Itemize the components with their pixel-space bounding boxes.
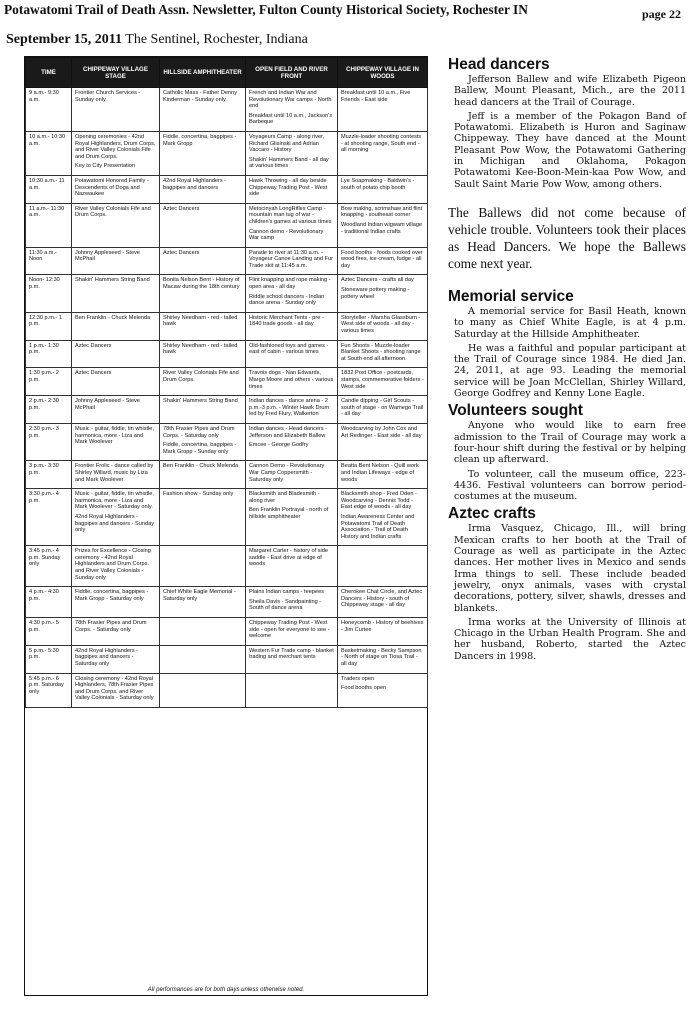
time-cell: 10 a.m.- 10:30 a.m. [26,131,72,175]
time-cell: 11:30 a.m.- Noon [26,247,72,275]
event-entry: Woodland Indian wigwam village - traditional Indian crafts [341,221,423,235]
table-row [26,275,428,312]
event-entry: River Valley Colonials Fife and Drum Corps. [163,370,239,383]
event-entry: Food booths open [341,685,387,692]
amph-cell [160,587,246,618]
volunteers-title: Volunteers sought [448,402,583,420]
event-entry: Ben Franklin - Chuck Melenda [75,314,151,321]
amph-cell [160,131,246,175]
woods-cell [338,587,428,618]
event-entry: Hawk Throwing - all day beside Chippeway Trading Post - West side [249,177,328,198]
table-row [26,587,428,618]
stage-cell [72,340,160,368]
event-entry: Parade to river at 11:30 a.m. - Voyageur Canoe Landing and Fur Trade skit at 11:45 a.m. [249,249,333,269]
field-cell [246,673,338,707]
stage-cell [72,645,160,673]
table-row [26,645,428,673]
woods-cell [338,275,428,312]
event-entry: Beatta Bent Nelson - Quill work and Indian Lifeways - edge of woods [341,463,419,483]
date: September 15, 2011 [6,32,123,47]
event-entry: Aztec Dancers [75,370,112,377]
event-entry: Cannon demo - Revolutionary War camp [249,228,324,242]
event-entry: Fun Shoots - Muzzle-loader Blanket Shoots - shooting range at South end all afternoon [341,342,421,362]
woods-cell [338,645,428,673]
table-header-row [26,58,428,88]
event-entry: 42nd Royal Highlanders - bagpipes and dancers [163,177,227,191]
woods-cell [338,673,428,707]
field-cell [246,88,338,132]
woods-cell [338,546,428,587]
event-entry: Aztec Dancers [75,342,112,349]
event-entry: Cherokee Chat Circle, and Aztec Dancers - History - south of Chippeway stage - all day [341,589,423,609]
event-entry: Ben Franklin Portrayal - north of hillside amphitheater [249,507,329,520]
event-entry: Stoneware pottery making - pottery wheel [341,287,410,300]
event-entry: Johnny Appleseed - Steve McPhail [75,398,140,411]
field-cell [246,175,338,203]
stage-cell [72,396,160,424]
stage-cell [72,587,160,618]
time-cell: 3 p.m.- 3:30 p.m. [26,461,72,489]
head-dancers-title: Head dancers [448,56,550,73]
amph-cell [160,368,246,396]
header-woods: CHIPPEWAY VILLAGE IN WOODS [338,58,428,88]
stage-cell [72,131,160,175]
field-cell [246,587,338,618]
event-entry: Shakin' Hammers String Band [75,277,150,284]
event-entry: Candle dipping - Girl Scouts - south of stage - on Wamego Trail - all day [341,398,424,418]
event-entry: Aztec Dancers [163,249,200,256]
woods-cell [338,312,428,340]
woods-cell [338,131,428,175]
event-entry: Catholic Mass - Father Denny Kinderman - Sunday only [163,90,237,103]
amph-cell [160,673,246,707]
woods-cell [338,396,428,424]
aztec-crafts-body [448,523,686,662]
field-cell [246,423,338,460]
event-entry: Opening ceremonies - 42nd Royal Highlanders, Drum Corps, and River Valley Colonials Fife and Drum Corps. [75,133,156,160]
event-entry: 78th Frasier Pipes and Drum Corps. - Saturday only [163,425,235,439]
event-entry: Storyteller - Marsha Glassburn - West side of woods - all day - various times [341,314,421,335]
field-cell [246,546,338,587]
event-entry: Traders open [341,675,375,682]
event-entry: Fashion show - Sunday only [163,491,234,498]
article-column [448,56,686,665]
page-number: page 22 [642,7,681,21]
event-entry: Fiddle, concertina, bagpipes - Mark Gropp - Sunday only [163,442,237,455]
time-cell: 11 a.m.- 11:30 a.m. [26,203,72,247]
field-cell [246,489,338,546]
field-cell [246,131,338,175]
event-entry: Fiddle, concertina, bagpipes - Mark Gropp - Saturday only [75,589,149,602]
head-dancers-body [448,74,686,190]
amph-cell [160,396,246,424]
field-cell [246,275,338,312]
amph-cell [160,203,246,247]
event-entry: Metocinyah LongRifles Camp - mountain man tug of war - children's games at various times [249,205,332,225]
amph-cell [160,312,246,340]
field-cell [246,461,338,489]
time-cell: 3:30 p.m.- 4 p.m. [26,489,72,546]
event-entry: Shakin' Hammers String Band [163,398,238,405]
ballews-note: The Ballews did not come because of vehicle trouble. Volunteers took their places as Head Dancers. We hope the Ballews come next year. [448,204,686,271]
event-entry: 42nd Royal Highlanders - bagpipes and dancers - Sunday only [75,513,154,534]
stage-cell [72,175,160,203]
time-cell: 4 p.m.- 4:30 p.m. [26,587,72,618]
table-row [26,546,428,587]
memorial-body [448,306,686,399]
time-cell: 5:45 p.m.- 6 p.m. Saturday only [26,673,72,707]
event-entry: Food booths - foods cooked over wood fires, ice cream, fudge - all day [341,249,423,269]
paragraph: To volunteer, call the museum office, 223-4436. Festival volunteers can borrow period-costumes at the museum. [454,468,686,503]
event-entry: Chief White Eagle Memorial - Saturday only [163,589,236,602]
field-cell [246,312,338,340]
stage-cell [72,673,160,707]
event-entry: Music - guitar, fiddle, tin whistle, harmonica, more - Liza and Mark Woolever [75,425,154,446]
event-entry: Historic Merchant Tents - pre - 1840 trade goods - all day [249,314,324,328]
event-entry: Breakfast until 10 a.m., Five Friends - East side [341,90,411,103]
event-entry: Woodcarving by John Cox and Art Redinger - East side - all day [341,425,422,439]
schedule-footnote: All performances are for both days unless otherwise noted. [147,987,305,993]
field-cell [246,645,338,673]
woods-cell [338,247,428,275]
paragraph: Jeff is a member of the Pokagon Band of Potawatomi. Elizabeth is Huron and Saginaw Chippeway. They have danced at the Mount Pleasant Pow Wow, the Potawatomi Gathering in Michigan and Oklahoma, Pokagon Potawatomi Kee-Boon-Mein-kaa Pow Wow, and Sault Saint Marie Pow Wow, among others. [454,110,686,190]
aztec-crafts-title: Aztec crafts [448,505,536,523]
event-entry: Music - guitar, fiddle, tin whistle, harmonica, more - Liza and Mark Woolever - Saturday only. [75,491,154,511]
table-row [26,396,428,424]
amph-cell [160,88,246,132]
table-row [26,368,428,396]
woods-cell [338,203,428,247]
table-row [26,461,428,489]
table-row [26,247,428,275]
stage-cell [72,203,160,247]
stage-cell [72,618,160,646]
stage-cell [72,423,160,460]
table-row [26,673,428,707]
event-entry: Johnny Appleseed - Steve McPhail [75,249,140,263]
field-cell [246,247,338,275]
event-entry: Riddle school dancers - Indian dance arena - Sunday only [249,293,325,307]
woods-cell [338,461,428,489]
paragraph: Irma Vasquez, Chicago, Ill., will bring Mexican crafts to her booth at the Trail of Courage as well as participate in the Aztec dances. Her mother lives in Mexico and sends Irma things to sell. These include beaded jewelry, onyx animals, vases with crystal decorations, pottery, silver, shawls, dresses and blankets. [454,523,686,614]
event-entry: Indian Awareness Center and Potawatomi Trail of Death Association - Trail of Death History and Indian crafts [341,513,415,540]
woods-cell [338,423,428,460]
event-entry: Emcee - George Godfry [249,442,309,449]
stage-cell [72,275,160,312]
table-row [26,203,428,247]
event-entry: Margaret Carter - history of side saddle - East drive at edge of woods [249,548,328,568]
event-entry: Aztec Dancers [163,205,200,212]
dateline [6,32,308,48]
woods-cell [338,618,428,646]
event-entry: Plains Indian camps - teepees [249,589,324,596]
stage-cell [72,546,160,587]
event-entry: Key to City Presentation [75,163,136,170]
table-row [26,175,428,203]
event-entry: Voyageurs Camp - along river, Richard Glisinski and Adrian Vaccaro - History [249,133,325,154]
event-entry: Bow making, scrimshaw and flint knapping - southeast corner [341,205,423,219]
table-row [26,312,428,340]
volunteers-body [448,420,686,502]
event-entry: Potawatomi Honored Family - Descendents of Doga and Nazwaukee [75,177,149,198]
paragraph: A memorial service for Basil Heath, known to many as Chief White Eagle, is at 4 p.m. Saturday at the Hillside Amphitheater. [454,305,686,340]
table-row [26,423,428,460]
event-entry: Cannon Demo - Revolutionary War Camp Coppersmith - Saturday only [249,463,325,483]
event-entry: Frontier Church Services - Sunday only [75,90,141,103]
time-cell: 1 p.m.- 1:30 p.m. [26,340,72,368]
header-field: OPEN FIELD AND RIVER FRONT [246,58,338,88]
event-entry: Lye Soapmaking - Baldwin's - south of potato chip booth [341,177,415,191]
event-entry: French and Indian War and Revolutionary War camps - North end [249,90,332,110]
time-cell: 5 p.m.- 5:30 p.m. [26,645,72,673]
stage-cell [72,461,160,489]
table-row [26,340,428,368]
table-row [26,618,428,646]
schedule-table [24,56,428,996]
field-cell [246,396,338,424]
time-cell: 10:30 a.m.- 11 a.m. [26,175,72,203]
header-amphitheater: HILLSIDE AMPHITHEATER [160,58,246,88]
amph-cell [160,618,246,646]
event-entry: Honeycomb - History of beehives - Jim Curtee [341,620,424,633]
event-entry: Travois dogs - Nan Edwards, Margo Moore and others - various times [249,370,334,390]
event-entry: Aztec Dancers - crafts all day [341,277,414,284]
stage-cell [72,368,160,396]
event-entry: Breakfast until 10 a.m., Jackson's Barbeque [249,112,333,126]
event-entry: River Valley Colonials Fife and Drum Corps. [75,205,151,219]
event-entry: Shirley Needham - red - tailed hawk [163,314,238,328]
memorial-title: Memorial service [448,287,574,305]
table-row [26,88,428,132]
event-entry: Fiddle, concertina, bagpipes - Mark Gropp [163,133,237,147]
stage-cell [72,247,160,275]
paragraph: Anyone who would like to earn free admission to the Trail of Courage may work a four-hour shift during the festival or by helping clean up afterward. [454,420,686,466]
event-entry: Closing ceremony - 42nd Royal Highlanders, 78th Frasier Pipes and Drum Corps. and River Valley Colonials - Saturday only [75,675,154,702]
newsletter-title: Potawatomi Trail of Death Assn. Newsletter, Fulton County Historical Society, Rochester IN [4,2,528,17]
amph-cell [160,461,246,489]
stage-cell [72,489,160,546]
amph-cell [160,489,246,546]
event-entry: Shakin' Hammers Band - all day at various times [249,156,329,170]
field-cell [246,368,338,396]
amph-cell [160,340,246,368]
amph-cell [160,175,246,203]
time-cell: 1:30 p.m.- 2 p.m. [26,368,72,396]
event-entry: Frontier Frolic - dance called by Shirley Willard, music by Liza and Mark Woolever [75,463,154,483]
event-entry: Old-fashioned toys and games - east of cabin - various times [249,342,329,356]
event-entry: Indian dances - Head dancers - Jefferson and Elizabeth Ballew [249,425,328,439]
event-entry: Indian dances - dance arena - 2 p.m.-3 p.m. - Winter Hawk Drum led by Fred Flury, Walkerton [249,398,330,418]
time-cell: 12:30 p.m.- 1 p.m. [26,312,72,340]
time-cell: Noon- 12:30 p.m. [26,275,72,312]
event-entry: 1832 Post Office - postcards, stamps, commemorative folders - West side [341,370,424,390]
field-cell [246,618,338,646]
event-entry: Blacksmith shop - Fred Oden - Woodcarving - Dennis Todd - East edge of woods - all day [341,491,417,511]
paragraph: Irma works at the University of Illinois at Chicago in the Urban Health Program. She and her husband, Roberto, started the Aztec Dancers in 1998. [454,616,686,662]
header-time: TIME [26,58,72,88]
woods-cell [338,368,428,396]
time-cell: 3:45 p.m.- 4 p.m. Sunday only [26,546,72,587]
table-row [26,489,428,546]
source: The Sentinel, Rochester, Indiana [125,32,308,47]
paragraph: He was a faithful and popular participant at the Trail of Courage since 1984. He died Jan. 24, 2011, at age 93. Leading the memorial service will be Joan McClellan, Shirley Willard, George Godfrey and Kenny Lone Eagle. [454,342,686,400]
woods-cell [338,88,428,132]
event-entry: 78th Frasier Pipes and Drum Corps. - Saturday only [75,620,147,633]
event-entry: 42nd Royal Highlanders - bagpipes and dancers - Saturday only [75,647,139,667]
time-cell: 4:30 p.m.- 5 p.m. [26,618,72,646]
field-cell [246,203,338,247]
field-cell [246,340,338,368]
amph-cell [160,546,246,587]
amph-cell [160,645,246,673]
time-cell: 9 a.m.- 9:30 a.m. [26,88,72,132]
event-entry: Sheila Davis - Sandpainting - South of dance arena [249,598,322,612]
table-row [26,131,428,175]
event-entry: Muzzle-loader shooting contests - at shooting range, South end - all morning [341,133,422,154]
event-entry: Blacksmith and Bladesmith - along river [249,491,320,504]
woods-cell [338,175,428,203]
event-entry: Basketmaking - Becky Sampson - North of stage on Tiosa Trail - all day [341,647,422,667]
stage-cell [72,312,160,340]
woods-cell [338,489,428,546]
event-entry: Chippeway Trading Post - West side - open for everyone to see - welcome [249,620,330,640]
stage-cell [72,88,160,132]
paragraph: Jefferson Ballew and wife Elizabeth Pigeon Ballew, Mount Pleasant, Mich., are the 2011 head dancers at the Trail of Courage. [454,74,686,108]
amph-cell [160,423,246,460]
header-stage: CHIPPEWAY VILLAGE STAGE [72,58,160,88]
event-entry: Prizes for Excellence - Closing ceremony - 42nd Royal Highlanders and Drum Corps. and River Valley Colonials - Sunday only [75,548,151,581]
event-entry: Bonita Nelson Bent - History of Macaw during the 18th century [163,277,240,291]
event-entry: Flint knapping and rope making - open area - all day [249,277,331,291]
woods-cell [338,340,428,368]
masthead [4,2,685,22]
amph-cell [160,247,246,275]
amph-cell [160,275,246,312]
time-cell: 2 p.m.- 2:30 p.m. [26,396,72,424]
time-cell: 2:30 p.m.- 3 p.m. [26,423,72,460]
event-entry: Shirley Needham - red - tailed hawk [163,342,238,356]
event-entry: Western Fur Trade camp - blanket trading and merchant tents [249,647,334,661]
event-entry: Ben Franklin - Chuck Melenda [163,463,239,470]
